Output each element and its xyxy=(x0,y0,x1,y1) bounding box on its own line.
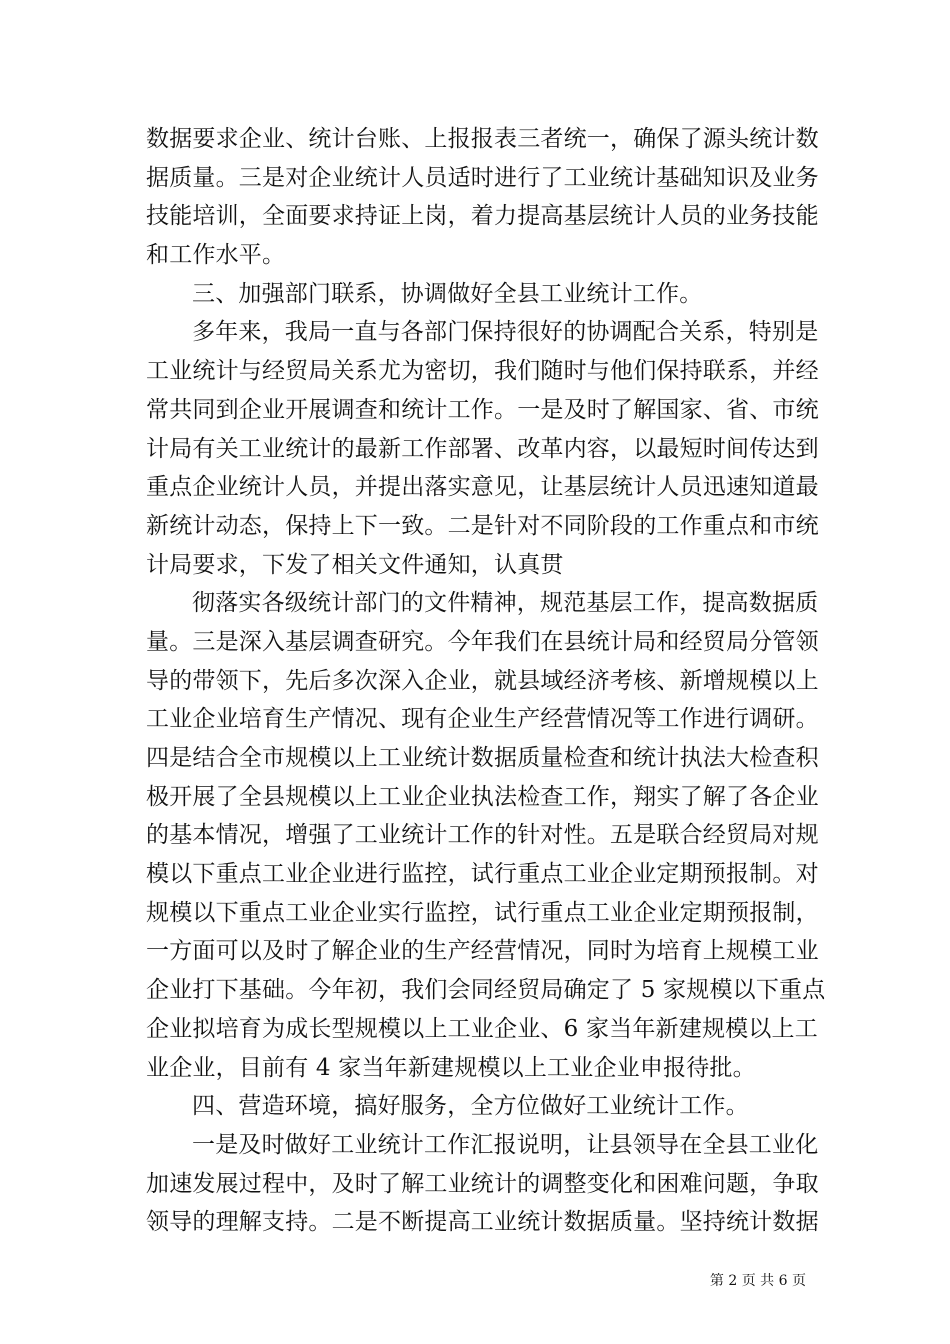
text-line: 企业打下基础。今年初，我们会同经贸局确定了 5 家规模以下重点 xyxy=(146,977,826,1004)
text-line: 常共同到企业开展调查和统计工作。一是及时了解国家、省、市统 xyxy=(146,396,819,423)
text-line: 四是结合全市规模以上工业统计数据质量检查和统计执法大检查积 xyxy=(146,745,819,771)
text-line: 四、营造环境，搞好服务，全方位做好工业统计工作。 xyxy=(192,1093,749,1120)
text-line: 加速发展过程中，及时了解工业统计的调整变化和困难问题，争取 xyxy=(146,1170,819,1197)
text-line: 一是及时做好工业统计工作汇报说明，让县领导在全县工业化 xyxy=(192,1131,819,1158)
text-line: 重点企业统计人员，并提出落实意见，让基层统计人员迅速知道最 xyxy=(146,474,819,501)
text-line: 一方面可以及时了解企业的生产经营情况，同时为培育上规模工业 xyxy=(146,938,819,965)
text-line: 模以下重点工业企业进行监控，试行重点工业企业定期预报制。对 xyxy=(146,861,819,888)
text-line: 极开展了全县规模以上工业企业执法检查工作，翔实了解了各企业 xyxy=(146,783,819,810)
text-line: 导的带领下，先后多次深入企业，就县域经济考核、新增规模以上 xyxy=(146,667,819,694)
text-line: 据质量。三是对企业统计人员适时进行了工业统计基础知识及业务 xyxy=(146,164,819,191)
text-line: 新统计动态，保持上下一致。二是针对不同阶段的工作重点和市统 xyxy=(146,512,819,539)
text-line: 数据要求企业、统计台账、上报报表三者统一，确保了源头统计数 xyxy=(146,126,819,152)
document-body xyxy=(146,120,826,1242)
page-number-footer: 第 2 页 共 6 页 xyxy=(709,1273,806,1289)
text-line: 企业拟培育为成长型规模以上工业企业、6 家当年新建规模以上工 xyxy=(146,1015,818,1042)
text-line: 工业统计与经贸局关系尤为密切，我们随时与他们保持联系，并经 xyxy=(146,358,819,385)
text-line: 三、加强部门联系，协调做好全县工业统计工作。 xyxy=(192,280,703,307)
text-line: 规模以下重点工业企业实行监控，试行重点工业企业定期预报制， xyxy=(146,899,819,926)
text-line: 技能培训，全面要求持证上岗，着力提高基层统计人员的业务技能 xyxy=(146,203,819,230)
text-line: 多年来，我局一直与各部门保持很好的协调配合关系，特别是 xyxy=(192,319,819,346)
text-line: 量。三是深入基层调查研究。今年我们在县统计局和经贸局分管领 xyxy=(146,628,819,655)
text-line: 工业企业培育生产情况、现有企业生产经营情况等工作进行调研。 xyxy=(146,706,819,733)
text-line: 的基本情况，增强了工业统计工作的针对性。五是联合经贸局对规 xyxy=(146,822,819,849)
text-line: 计局有关工业统计的最新工作部署、改革内容，以最短时间传达到 xyxy=(146,435,819,462)
text-line: 计局要求，下发了相关文件通知，认真贯 xyxy=(146,551,564,578)
text-line: 领导的理解支持。二是不断提高工业统计数据质量。坚持统计数据 xyxy=(146,1209,819,1236)
text-line: 和工作水平。 xyxy=(146,242,286,269)
text-line: 彻落实各级统计部门的文件精神，规范基层工作，提高数据质 xyxy=(192,590,819,617)
text-line: 业企业，目前有 4 家当年新建规模以上工业企业申报待批。 xyxy=(146,1054,756,1081)
